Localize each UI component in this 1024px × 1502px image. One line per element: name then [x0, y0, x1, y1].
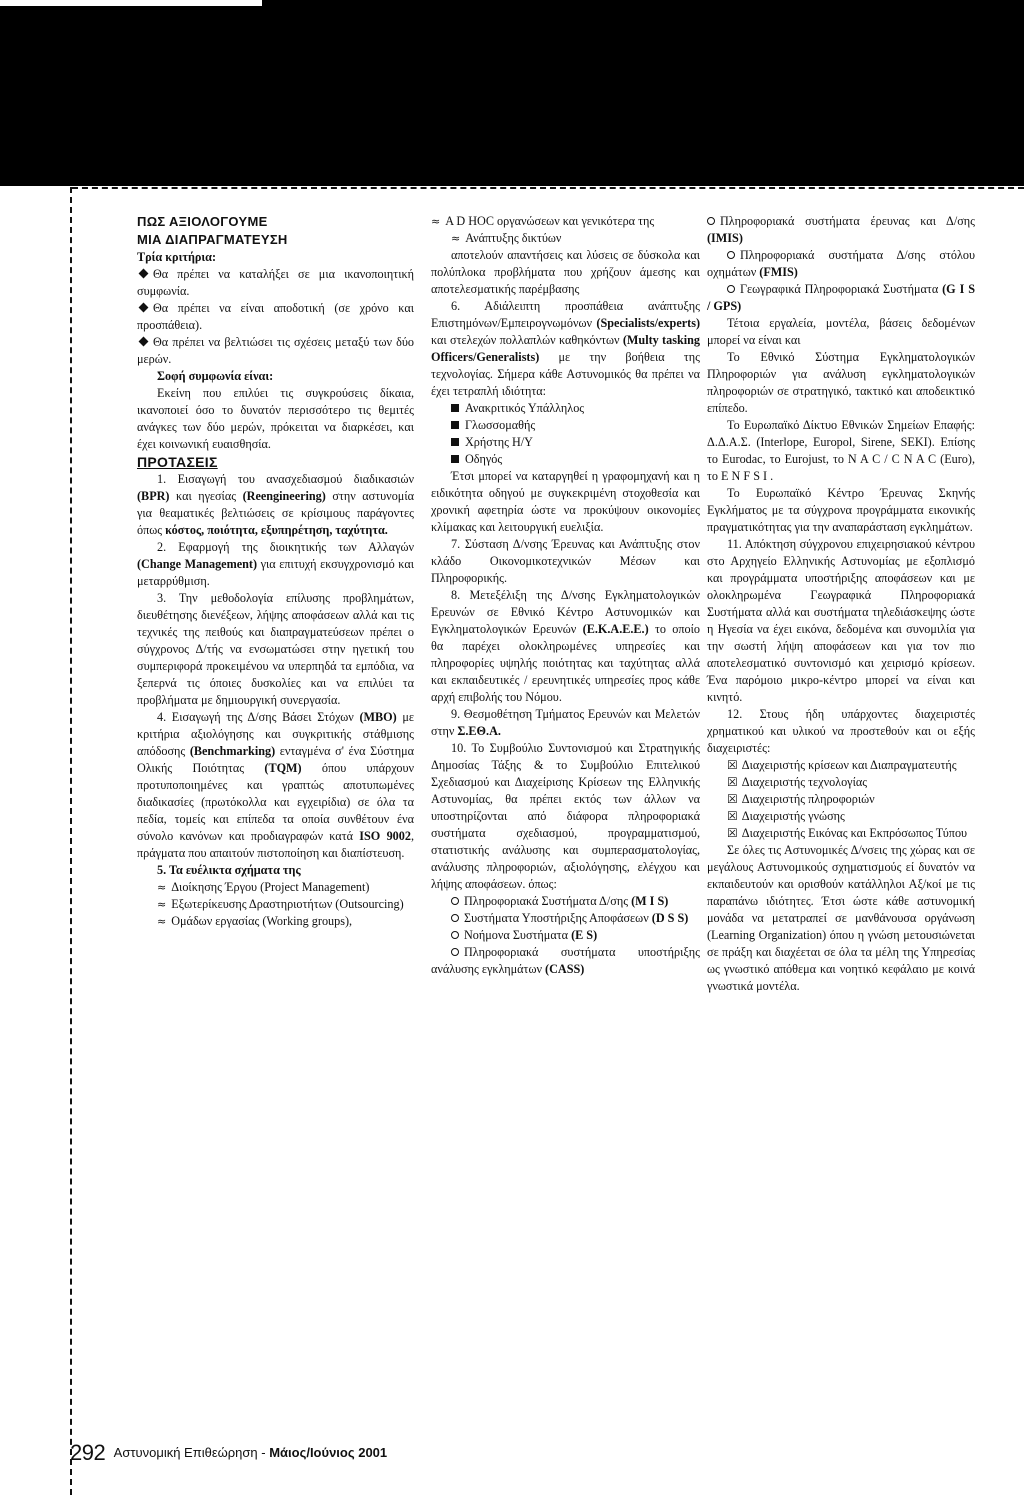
proposal-2: 2. Εφαρμογή της διοικητικής των Αλλαγών (Change Management) για επιτυχή εκσυγχρονισμό και μεταρρύθμιση.	[137, 540, 414, 588]
flexible-scheme-item: ≈ Ανάπτυξης δικτύων	[451, 231, 562, 245]
diamond-bullet-icon	[139, 269, 149, 279]
proposal-8: 8. Μετεξέλιξη της Δ/νσης Εγκληματολογικών Ερευνών σε Εθνικό Κέντρο Αστυνομικών και Εγκληματολογικών Ερευνών (Ε.Κ.Α.Ε.Ε.) το οποίο θα παρέχει ολοκληρωμένες υπηρεσίες και πληροφορίες υψηλής ποιότητας και ταχύτητας αλλά και εκπαιδευτικές / ερευνητικές υπηρεσίες προς κάθε αρχή επιβολής του Νόμου.	[431, 588, 700, 704]
system-item: Συστήματα Υποστήριξης Αποφάσεων (D S S)	[431, 910, 700, 927]
flexible-scheme-item: ≈ Εξωτερίκευσης Δραστηριοτήτων (Outsourcing)	[157, 897, 404, 911]
role-item: Χρήστης Η/Υ	[431, 434, 700, 451]
flexible-scheme-item: ≈ A D HOC οργανώσεων και γενικότερα της	[431, 214, 655, 228]
system-item: Πληροφοριακά συστήματα υποστήριξης ανάλυσης εγκλημάτων (CASS)	[431, 945, 700, 976]
diamond-bullet-icon	[139, 337, 149, 347]
dashed-top-rule	[72, 187, 1024, 189]
column-1	[137, 213, 414, 930]
circle-bullet-icon	[451, 931, 459, 939]
wave-bullet-icon: ≈	[431, 215, 441, 228]
page-footer	[70, 1440, 387, 1466]
checkbox-x-icon: ☒	[727, 758, 738, 772]
proposal-1: 1. Εισαγωγή του ανασχεδιασμού διαδικασιών (BPR) και ηγεσίας (Reengineering) στην αστυνομία για θεαματικές βελτιώσεις σε κρίσιμους παράγοντες όπως κόστος, ποιότητα, εξυπηρέτηση, ταχύτητα.	[137, 472, 414, 537]
checkbox-x-icon: ☒	[727, 809, 738, 823]
checkbox-x-icon: ☒	[727, 775, 738, 789]
proposal-5-heading: 5. Τα ευέλικτα σχήματα της	[157, 863, 301, 877]
checkbox-x-icon: ☒	[727, 792, 738, 806]
square-bullet-icon	[451, 404, 459, 412]
circle-bullet-icon	[707, 217, 715, 225]
issue-date: Μάιος/Ιούνιος 2001	[269, 1445, 388, 1460]
proposal-9: 9. Θεσμοθέτηση Τμήματος Ερευνών και Μελετών στην Σ.ΕΘ.Α.	[431, 707, 700, 738]
criteria-item: Θα πρέπει να βελτιώσει τις σχέσεις μεταξύ των δύο μερών.	[137, 335, 414, 366]
manager-item: ☒ Διαχειριστής τεχνολογίας	[727, 775, 868, 789]
manager-item: ☒ Διαχειριστής πληροφοριών	[727, 792, 875, 806]
wave-bullet-icon: ≈	[157, 881, 167, 894]
manager-item: ☒ Διαχειριστής γνώσης	[727, 809, 845, 823]
column-3	[707, 213, 975, 995]
circle-bullet-icon	[727, 285, 735, 293]
section-title-line-2: ΜΙΑ ΔΙΑΠΡΑΓΜΑΤΕΥΣΗ	[137, 232, 288, 247]
proposal-6: 6. Αδιάλειπτη προσπάθεια ανάπτυξης Επιστημόνων/Εμπειρογνωμόνων (Specialists/experts) και στελεχών πολλαπλών καθηκόντων (Multy tasking Officers/Generalists) με την βοήθεια της τεχνολογίας. Σήμερα κάθε Αστυνομικός θα πρέπει να έχει τετραπλή ιδιότητα:	[431, 299, 700, 398]
final-text: Σε όλες τις Αστυνομικές Δ/νσεις της χώρας και σε μεγάλους Αστυνομικούς σχηματισμούς εί δυνατόν να εκπαιδευτούν και ορισθούν κατάλληλοι Αξ/κοί με τις παραπάνω ιδιότητες. Έτσι ώστε κάθε αστυνομική μονάδα να μετατραπεί σε μανθάνουσα οργάνωση (Learning Organization) όπου η γνώση μετουσιώνεται σε πράξη και διαχέεται σε όλα τα μέλη της Υπηρεσίας ως γνωστικό απόθεμα και νοητικό κεφάλαιο με κοινά γνωστικά μοντέλα.	[707, 843, 975, 993]
system-item: Νοήμονα Συστήματα (E S)	[431, 927, 700, 944]
proposal-11: 11. Απόκτηση σύγχρονου επιχειρησιακού κέντρου στο Αρχηγείο Ελληνικής Αστυνομίας με εξοπλισμό και προγράμματα υποστήριξης αποφάσεων και με ολοκληρωμένα Γεωγραφικά Πληροφοριακά Συστήματα αλλά και συστήματα τηλεδιάσκεψης ώστε η Ηγεσία να έχει εικόνα, δεδομένα και συνομιλία για την σωστή λήψη αποφάσεων και για τον πιο αποτελεσματικό συντονισμό και χειρισμό κρίσεων. Ένα παρόμοιο μικρο-κέντρο μπορεί να είναι και κινητό.	[707, 537, 975, 704]
schemes-conclusion: αποτελούν απαντήσεις και λύσεις σε δύσκολα και πολύπλοκα προβλήματα που χρήζουν άμεσης και αποτελεσματικής παρέμβασης	[431, 248, 700, 296]
wise-agreement-text: Εκείνη που επιλύει τις συγκρούσεις δίκαια, ικανοποιεί όσο το δυνατόν περισσότερο τις θεμιτές ανάγκες των δύο μερών, πρόκειται να διαρκέσει, και έχει κοινωνική ευαισθησία.	[137, 386, 414, 451]
wave-bullet-icon: ≈	[451, 232, 461, 245]
system-item: Γεωγραφικά Πληροφοριακά Συστήματα (G I S / GPS)	[707, 282, 976, 313]
diamond-bullet-icon	[139, 303, 149, 313]
circle-bullet-icon	[451, 948, 459, 956]
wave-bullet-icon: ≈	[157, 898, 167, 911]
role-item: Οδηγός	[431, 451, 700, 468]
proposal-3: 3. Την μεθοδολογία επίλυσης προβλημάτων, διευθέτησης διενέξεων, λήψης αποφάσεων αλλά και τις τεχνικές της πειθούς και διαπραγματεύσεων πρέπει ο σύγχρονος Δ/τής να ενσωματώσει στην ηγετική του συμπεριφορά προκειμένου να υπερπηδά τα εμπόδια, να ξεπερνά τις όποιες δυσκολίες και να επιλύει τα προβλήματα με δημιουργική συνεργασία.	[137, 591, 414, 707]
wise-agreement-heading: Σοφή συμφωνία είναι:	[157, 369, 274, 383]
system-item: Πληροφοριακά Συστήματα Δ/σης (M I S)	[431, 893, 700, 910]
proposal-12: 12. Στους ήδη υπάρχοντες διαχειριστές χρηματικού και υλικού να προστεθούν και οι εξής διαχειριστές:	[707, 707, 975, 755]
proposal-10: 10. Το Συμβούλιο Συντονισμού και Στρατηγικής Δημοσίας Τάξης & το Συμβούλιο Επιτελικού Σχεδιασμού και Διαχείρισης Κρίσεων της Ελληνικής Αστυνομίας, θα πρέπει εκτός των άλλων να υποστηρίζονται από διάφορα πληροφοριακά συστήματα σχεδιασμού, προγραμματισμού, στατιστικής ανάλυσης και συμπερασματολογίας, ανάλυσης πληροφοριών, αξιολόγησης, ελέγχου και λήψης αποφάσεων. όπως:	[431, 741, 700, 891]
criteria-heading: Τρία κριτήρια:	[137, 250, 217, 264]
circle-bullet-icon	[727, 251, 735, 259]
square-bullet-icon	[451, 455, 459, 463]
circle-bullet-icon	[451, 914, 459, 922]
system-item: Πληροφοριακά συστήματα έρευνας και Δ/σης (IMIS)	[707, 214, 975, 245]
square-bullet-icon	[451, 438, 459, 446]
checkbox-x-icon: ☒	[727, 826, 738, 840]
section-title-line-1: ΠΩΣ ΑΞΙΟΛΟΓΟΥΜΕ	[137, 214, 268, 229]
column-2	[431, 213, 700, 978]
wave-bullet-icon: ≈	[157, 915, 167, 928]
flexible-scheme-item: ≈ Ομάδων εργασίας (Working groups),	[157, 914, 353, 928]
tools-text: Τέτοια εργαλεία, μοντέλα, βάσεις δεδομένων μπορεί να είναι και	[707, 316, 975, 347]
role-item: Ανακριτικός Υπάλληλος	[431, 400, 700, 417]
flexible-scheme-item: ≈ Διοίκησης Έργου (Project Management)	[157, 880, 370, 894]
top-black-band	[0, 0, 1024, 186]
top-white-notch	[0, 0, 262, 6]
manager-item: ☒ Διαχειριστής Εικόνας και Εκπρόσωπος Τύπου	[727, 826, 968, 840]
proposal-4: 4. Εισαγωγή της Δ/σης Βάσει Στόχων (ΜΒΟ) με κριτήρια αξιολόγησης και συγκριτικής στάθμισης απόδοσης (Benchmarking) ενταγμένα σ' ένα Σύστημα Ολικής Ποιότητας (TQM) όπου υπάρχουν προτυποποιημένες και γραπτώς αποτυπωμένες διαδικασίες (πρωτόκολλα και εγχειρίδια) σε όλα τα πεδία, τομείς και επίπεδα τα οποία συνθέτουν ένα σύνολο κανόνων και προδιαγραφών κατά ISO 9002, πράγματα που απαιτούν πιστοποίηση και διαπίστευση.	[137, 710, 414, 860]
dashed-left-rule	[70, 187, 72, 1495]
european-network-text: Το Ευρωπαϊκό Δίκτυο Εθνικών Σημείων Επαφής: Δ.Δ.Α.Σ. (Interlope, Europol, Sirene, SEKI). Επίσης το Eurodac, το Eurojust, το N A C / C N A C (Euro), το E N F S I .	[707, 418, 975, 483]
criteria-item: Θα πρέπει να είναι αποδοτική (σε χρόνο και προσπάθεια).	[137, 301, 414, 332]
square-bullet-icon	[451, 421, 459, 429]
magazine-name: Αστυνομική Επιθεώρηση -	[113, 1445, 270, 1460]
national-system-text: Το Εθνικό Σύστημα Εγκληματολογικών Πληροφοριών για ανάλυση εγκληματολογικών πληροφοριών σε στρατηγικό, τακτικό και αποδεικτικό επίπεδο.	[707, 350, 975, 415]
circle-bullet-icon	[451, 897, 459, 905]
system-item: Πληροφοριακά συστήματα Δ/σης στόλου οχημάτων (FMIS)	[707, 248, 975, 279]
manager-item: ☒ Διαχειριστής κρίσεων και Διαπραγματευτής	[727, 758, 957, 772]
proposals-heading: ΠΡΟΤΑΣΕΙΣ	[137, 454, 218, 470]
page-number: 292	[70, 1440, 106, 1465]
criteria-item: Θα πρέπει να καταλήξει σε μια ικανοποιητική συμφωνία.	[137, 267, 414, 298]
european-center-text: Το Ευρωπαϊκό Κέντρο Έρευνας Σκηνής Εγκλήματος με τα σύγχρονα προγράμματα εικονικής πραγματικότητας για την αναπαράσταση εγκλημάτων.	[707, 486, 975, 534]
roles-text: Έτσι μπορεί να καταργηθεί η γραφομηχανή και η ειδικότητα οδηγού με συγκεκριμένη στοχοθεσία και χρονική αφετηρία ώστε να προκύψουν οικονομίες κλίμακας και λειτουργική ευελιξία.	[431, 469, 700, 534]
role-item: Γλωσσομαθής	[431, 417, 700, 434]
proposal-7: 7. Σύσταση Δ/νσης Έρευνας και Ανάπτυξης στον κλάδο Οικονομικοτεχνικών Μέσων και Πληροφορικής.	[431, 537, 700, 585]
